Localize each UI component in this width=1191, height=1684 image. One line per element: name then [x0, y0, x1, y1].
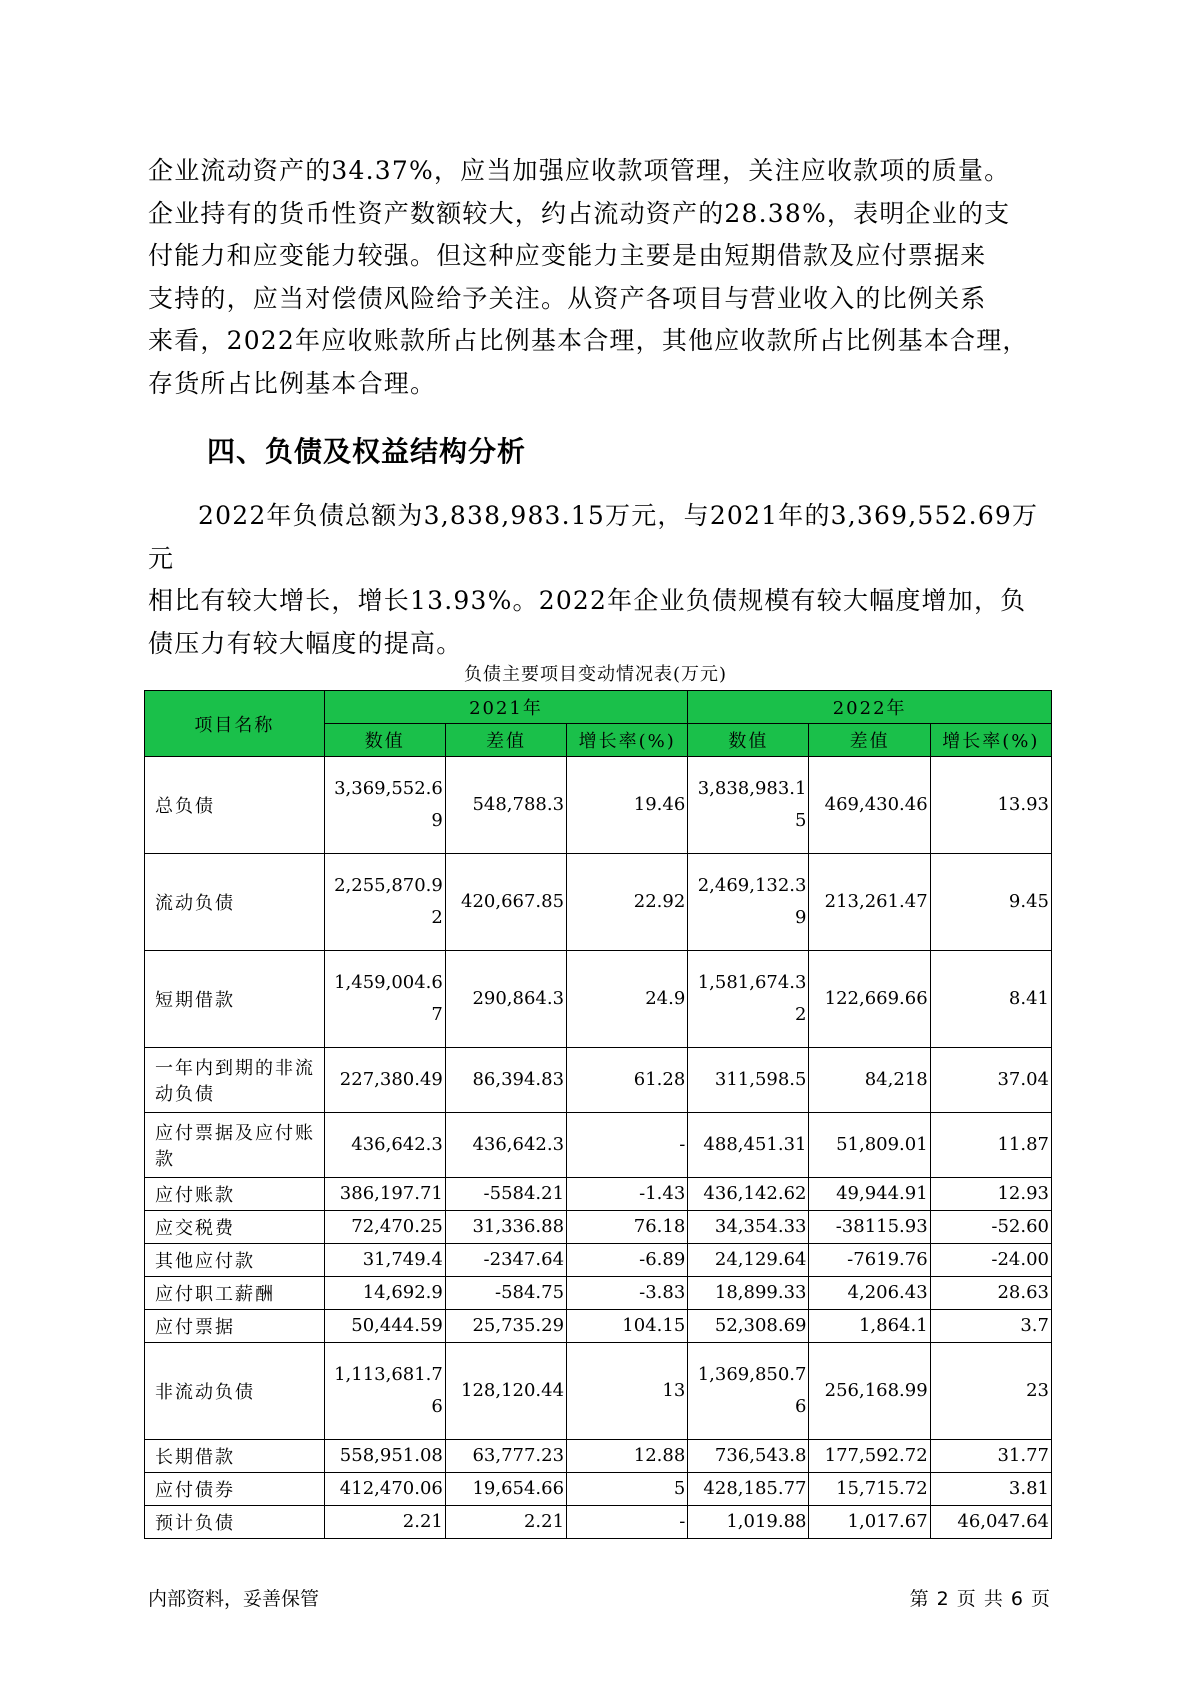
- cell-value: 19,654.66: [445, 1473, 566, 1506]
- cell-value: 436,642.3: [324, 1113, 445, 1178]
- row-label: 应交税费: [145, 1211, 325, 1244]
- liability-table: [144, 690, 1052, 1539]
- cell-value: 177,592.72: [809, 1440, 930, 1473]
- row-label: 应付票据: [145, 1310, 325, 1343]
- text-line: 存货所占比例基本合理。: [148, 368, 437, 398]
- cell-value: 227,380.49: [324, 1048, 445, 1113]
- row-label: 应付票据及应付账款: [145, 1113, 325, 1178]
- row-label: 应付账款: [145, 1178, 325, 1211]
- table-caption: 负债主要项目变动情况表(万元): [463, 664, 728, 685]
- cell-value: 1,581,674.32: [688, 951, 809, 1048]
- table-row: [145, 951, 1052, 1048]
- cell-value: 76.18: [567, 1211, 688, 1244]
- footer-confidential-note: 内部资料，妥善保管: [148, 1588, 320, 1610]
- cell-value: -1.43: [567, 1178, 688, 1211]
- table-row: [145, 1113, 1052, 1178]
- cell-value: 63,777.23: [445, 1440, 566, 1473]
- table-row: [145, 1211, 1052, 1244]
- text-line: 2022年负债总额为3,838,983.15万元，与2021年的3,369,552.69万元: [148, 501, 1039, 573]
- subheader-diff: 差值: [445, 724, 566, 757]
- subheader-diff: 差值: [809, 724, 930, 757]
- cell-value: 23: [930, 1343, 1051, 1440]
- table-row: [145, 854, 1052, 951]
- cell-value: 2,469,132.39: [688, 854, 809, 951]
- text-line: 支持的，应当对偿债风险给予关注。从资产各项目与营业收入的比例关系: [148, 283, 987, 313]
- cell-value: 13.93: [930, 757, 1051, 854]
- cell-value: 256,168.99: [809, 1343, 930, 1440]
- row-label: 预计负债: [145, 1506, 325, 1539]
- cell-value: -6.89: [567, 1244, 688, 1277]
- cell-value: 420,667.85: [445, 854, 566, 951]
- cell-value: 31,336.88: [445, 1211, 566, 1244]
- cell-value: 8.41: [930, 951, 1051, 1048]
- cell-value: 9.45: [930, 854, 1051, 951]
- text-line: 来看，2022年应收账款所占比例基本合理，其他应收款所占比例基本合理，: [148, 326, 1029, 355]
- cell-value: 24.9: [567, 951, 688, 1048]
- cell-value: 19.46: [567, 757, 688, 854]
- cell-value: -52.60: [930, 1211, 1051, 1244]
- cell-value: 1,019.88: [688, 1506, 809, 1539]
- cell-value: 736,543.8: [688, 1440, 809, 1473]
- cell-value: 11.87: [930, 1113, 1051, 1178]
- cell-value: 122,669.66: [809, 951, 930, 1048]
- cell-value: 488,451.31: [688, 1113, 809, 1178]
- cell-value: 412,470.06: [324, 1473, 445, 1506]
- table-row: [145, 1440, 1052, 1473]
- cell-value: -38115.93: [809, 1211, 930, 1244]
- cell-value: 2.21: [324, 1506, 445, 1539]
- cell-value: 2.21: [445, 1506, 566, 1539]
- cell-value: 436,642.3: [445, 1113, 566, 1178]
- cell-value: -3.83: [567, 1277, 688, 1310]
- text-line: 债压力有较大幅度的提高。: [148, 628, 463, 658]
- table-row: [145, 1310, 1052, 1343]
- row-label: 总负债: [145, 757, 325, 854]
- table-row: [145, 1244, 1052, 1277]
- row-label: 短期借款: [145, 951, 325, 1048]
- table-row: [145, 1277, 1052, 1310]
- subheader-value: 数值: [324, 724, 445, 757]
- row-label: 长期借款: [145, 1440, 325, 1473]
- cell-value: -24.00: [930, 1244, 1051, 1277]
- table-row: [145, 757, 1052, 854]
- cell-value: 3,838,983.15: [688, 757, 809, 854]
- cell-value: 1,864.1: [809, 1310, 930, 1343]
- summary-paragraph: [148, 495, 1048, 665]
- subheader-value: 数值: [688, 724, 809, 757]
- text-line: 企业持有的货币性资产数额较大，约占流动资产的28.38%，表明企业的支: [148, 198, 1011, 228]
- cell-value: 2,255,870.92: [324, 854, 445, 951]
- cell-value: 128,120.44: [445, 1343, 566, 1440]
- cell-value: 428,185.77: [688, 1473, 809, 1506]
- cell-value: 61.28: [567, 1048, 688, 1113]
- cell-value: 12.88: [567, 1440, 688, 1473]
- header-item-name: 项目名称: [145, 691, 325, 757]
- cell-value: 14,692.9: [324, 1277, 445, 1310]
- intro-paragraph: [148, 150, 1048, 405]
- cell-value: 37.04: [930, 1048, 1051, 1113]
- cell-value: 52,308.69: [688, 1310, 809, 1343]
- row-label: 流动负债: [145, 854, 325, 951]
- cell-value: 386,197.71: [324, 1178, 445, 1211]
- table-row: [145, 1048, 1052, 1113]
- cell-value: 290,864.3: [445, 951, 566, 1048]
- cell-value: 34,354.33: [688, 1211, 809, 1244]
- subheader-growth: 增长率(%): [930, 724, 1051, 757]
- cell-value: -: [567, 1506, 688, 1539]
- cell-value: 31.77: [930, 1440, 1051, 1473]
- cell-value: -2347.64: [445, 1244, 566, 1277]
- cell-value: 1,369,850.76: [688, 1343, 809, 1440]
- row-label: 其他应付款: [145, 1244, 325, 1277]
- cell-value: 1,113,681.76: [324, 1343, 445, 1440]
- text-line: 相比有较大增长，增长13.93%。2022年企业负债规模有较大幅度增加，负: [148, 586, 1027, 615]
- cell-value: -7619.76: [809, 1244, 930, 1277]
- cell-value: 1,459,004.67: [324, 951, 445, 1048]
- cell-value: 469,430.46: [809, 757, 930, 854]
- row-label: 应付债券: [145, 1473, 325, 1506]
- text-line: 付能力和应变能力较强。但这种应变能力主要是由短期借款及应付票据来: [148, 241, 987, 270]
- cell-value: 548,788.3: [445, 757, 566, 854]
- cell-value: 4,206.43: [809, 1277, 930, 1310]
- cell-value: 13: [567, 1343, 688, 1440]
- cell-value: 22.92: [567, 854, 688, 951]
- cell-value: 49,944.91: [809, 1178, 930, 1211]
- cell-value: 213,261.47: [809, 854, 930, 951]
- cell-value: 18,899.33: [688, 1277, 809, 1310]
- cell-value: 46,047.64: [930, 1506, 1051, 1539]
- cell-value: 84,218: [809, 1048, 930, 1113]
- section-heading: 四、负债及权益结构分析: [207, 435, 527, 468]
- cell-value: -584.75: [445, 1277, 566, 1310]
- header-year-2022: 2022年: [688, 691, 1052, 724]
- cell-value: 28.63: [930, 1277, 1051, 1310]
- cell-value: 311,598.5: [688, 1048, 809, 1113]
- cell-value: 24,129.64: [688, 1244, 809, 1277]
- footer-page-number: 第 2 页 共 6 页: [909, 1588, 1051, 1610]
- cell-value: -: [567, 1113, 688, 1178]
- cell-value: 50,444.59: [324, 1310, 445, 1343]
- table-row: [145, 1178, 1052, 1211]
- table-row: [145, 1343, 1052, 1440]
- row-label: 一年内到期的非流动负债: [145, 1048, 325, 1113]
- cell-value: 5: [567, 1473, 688, 1506]
- cell-value: 3,369,552.69: [324, 757, 445, 854]
- text-line: 企业流动资产的34.37%，应当加强应收款项管理，关注应收款项的质量。: [148, 156, 1011, 185]
- cell-value: 558,951.08: [324, 1440, 445, 1473]
- cell-value: 3.7: [930, 1310, 1051, 1343]
- cell-value: 72,470.25: [324, 1211, 445, 1244]
- cell-value: -5584.21: [445, 1178, 566, 1211]
- table-row: [145, 1473, 1052, 1506]
- row-label: 非流动负债: [145, 1343, 325, 1440]
- header-year-2021: 2021年: [324, 691, 688, 724]
- cell-value: 51,809.01: [809, 1113, 930, 1178]
- table-row: [145, 1506, 1052, 1539]
- cell-value: 1,017.67: [809, 1506, 930, 1539]
- row-label: 应付职工薪酬: [145, 1277, 325, 1310]
- cell-value: 31,749.4: [324, 1244, 445, 1277]
- cell-value: 15,715.72: [809, 1473, 930, 1506]
- cell-value: 25,735.29: [445, 1310, 566, 1343]
- cell-value: 12.93: [930, 1178, 1051, 1211]
- cell-value: 3.81: [930, 1473, 1051, 1506]
- subheader-growth: 增长率(%): [567, 724, 688, 757]
- cell-value: 104.15: [567, 1310, 688, 1343]
- cell-value: 436,142.62: [688, 1178, 809, 1211]
- cell-value: 86,394.83: [445, 1048, 566, 1113]
